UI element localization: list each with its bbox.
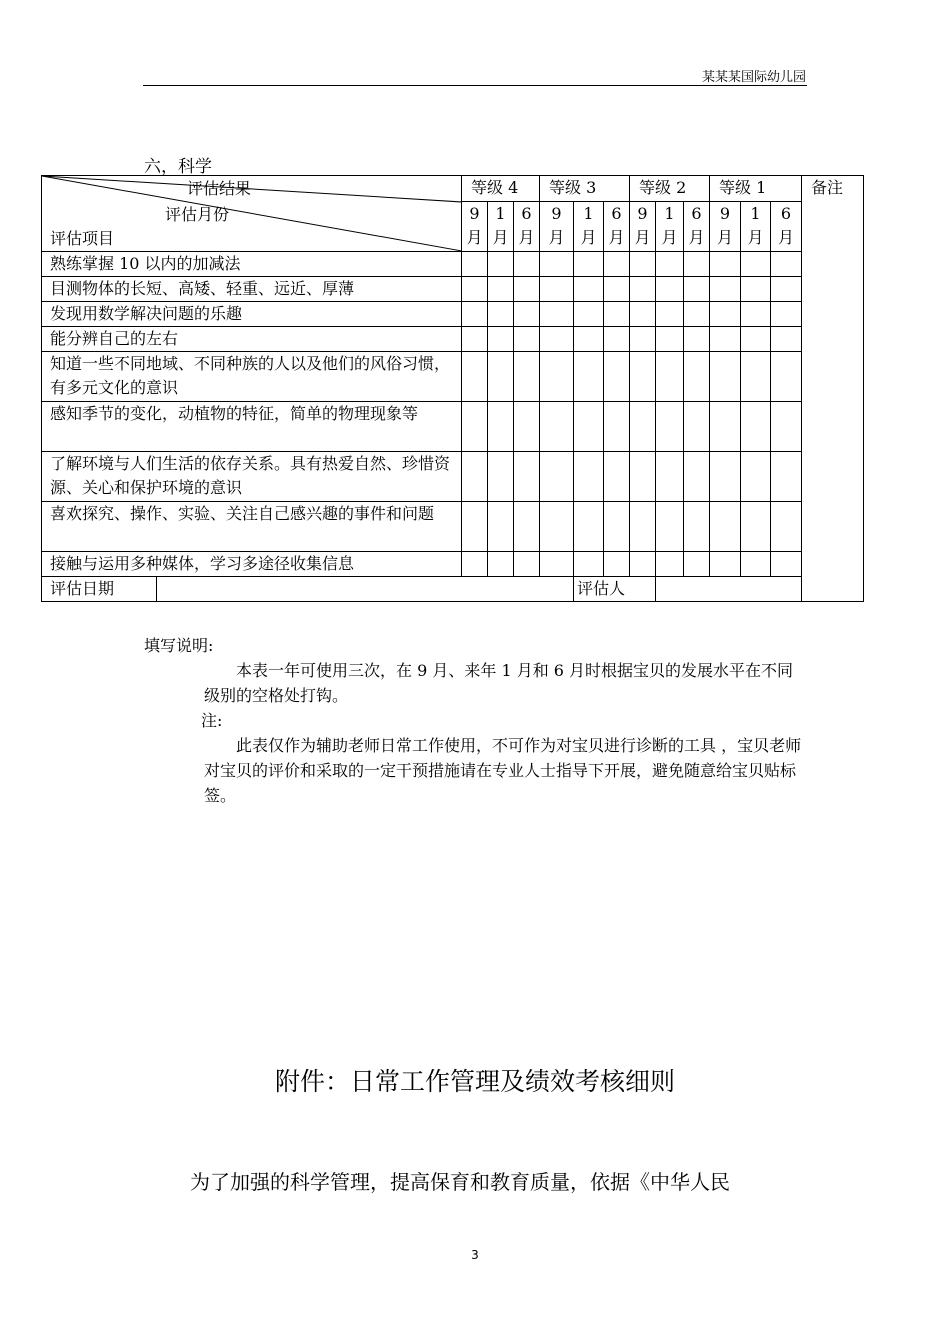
month-header-grade2-1 [656, 202, 684, 252]
check-cell[interactable] [488, 302, 514, 327]
check-cell[interactable] [741, 552, 771, 577]
check-cell[interactable] [710, 502, 741, 552]
assessment-date-field[interactable] [157, 577, 574, 602]
header-org-name: 某某某国际幼儿园 [701, 70, 806, 85]
check-cell[interactable] [540, 252, 574, 277]
check-cell[interactable] [656, 252, 684, 277]
check-cell[interactable] [604, 302, 630, 327]
check-cell[interactable] [771, 402, 802, 452]
table-row [42, 552, 864, 577]
month-header-grade3-6 [604, 202, 630, 252]
check-cell[interactable] [574, 252, 604, 277]
check-cell[interactable] [514, 502, 540, 552]
check-cell[interactable] [540, 452, 574, 502]
check-cell[interactable] [741, 327, 771, 352]
check-cell[interactable] [574, 502, 604, 552]
table-row [42, 252, 864, 277]
check-cell[interactable] [684, 277, 710, 302]
check-cell[interactable] [710, 352, 741, 402]
month-unit: 月 [661, 228, 678, 248]
check-cell[interactable] [630, 252, 656, 277]
check-cell[interactable] [741, 277, 771, 302]
assessment-item-label: 熟练掌握 10 以内的加减法 [42, 252, 462, 277]
check-cell[interactable] [604, 277, 630, 302]
check-cell[interactable] [741, 302, 771, 327]
check-cell[interactable] [656, 352, 684, 402]
check-cell[interactable] [574, 302, 604, 327]
grade-header-row [42, 176, 864, 202]
check-cell[interactable] [488, 252, 514, 277]
check-cell[interactable] [656, 402, 684, 452]
check-cell[interactable] [684, 327, 710, 352]
section-title: 六，科学 [144, 157, 212, 177]
check-cell[interactable] [462, 402, 488, 452]
month-number: 9 [719, 204, 731, 224]
check-cell[interactable] [574, 277, 604, 302]
check-cell[interactable] [540, 327, 574, 352]
annex-title: 附件：日常工作管理及绩效考核细则 [274, 1067, 675, 1096]
check-cell[interactable] [656, 302, 684, 327]
month-number: 1 [583, 204, 594, 224]
month-number: 9 [469, 204, 480, 224]
check-cell[interactable] [741, 452, 771, 502]
check-cell[interactable] [574, 327, 604, 352]
check-cell[interactable] [488, 552, 514, 577]
month-number: 1 [495, 204, 506, 224]
check-cell[interactable] [771, 552, 802, 577]
assessment-item-label: 了解环境与人们生活的依存关系。具有热爱自然、珍惜资源、关心和保护环境的意识 [42, 452, 462, 502]
month-unit: 月 [548, 228, 565, 248]
check-cell[interactable] [656, 277, 684, 302]
check-cell[interactable] [488, 452, 514, 502]
check-cell[interactable] [684, 352, 710, 402]
check-cell[interactable] [630, 302, 656, 327]
check-cell[interactable] [604, 252, 630, 277]
check-cell[interactable] [771, 277, 802, 302]
check-cell[interactable] [604, 502, 630, 552]
check-cell[interactable] [514, 252, 540, 277]
check-cell[interactable] [540, 402, 574, 452]
check-cell[interactable] [771, 352, 802, 402]
fill-instructions-label: 填写说明: [144, 636, 214, 655]
month-number: 1 [664, 204, 675, 224]
check-cell[interactable] [574, 352, 604, 402]
month-unit: 月 [580, 228, 597, 248]
check-cell[interactable] [771, 327, 802, 352]
check-cell[interactable] [514, 352, 540, 402]
assessment-item-label: 喜欢探究、操作、实验、关注自己感兴趣的事件和问题 [42, 502, 462, 552]
check-cell[interactable] [710, 302, 741, 327]
assessor-field[interactable] [656, 577, 864, 602]
check-cell[interactable] [630, 327, 656, 352]
check-cell[interactable] [741, 252, 771, 277]
check-cell[interactable] [710, 327, 741, 352]
check-cell[interactable] [604, 552, 630, 577]
month-number: 1 [750, 204, 761, 224]
assessment-item-label: 发现用数学解决问题的乐趣 [42, 302, 462, 327]
month-unit: 月 [777, 228, 794, 248]
corner-item-label: 评估项目 [50, 229, 115, 248]
month-header-grade3-1 [574, 202, 604, 252]
check-cell[interactable] [741, 402, 771, 452]
check-cell[interactable] [540, 552, 574, 577]
table-row [42, 402, 864, 452]
month-header-grade1-9 [710, 202, 741, 252]
check-cell[interactable] [540, 277, 574, 302]
check-cell[interactable] [710, 252, 741, 277]
table-row [42, 327, 864, 352]
check-cell[interactable] [514, 402, 540, 452]
grade-3-header: 等级 3 [540, 176, 630, 202]
month-number: 9 [637, 204, 648, 224]
check-cell[interactable] [462, 552, 488, 577]
check-cell[interactable] [488, 352, 514, 402]
remark-column: 备注 [802, 176, 864, 602]
grade-4-header: 等级 4 [462, 176, 540, 202]
check-cell[interactable] [514, 277, 540, 302]
check-cell[interactable] [630, 552, 656, 577]
check-cell[interactable] [462, 302, 488, 327]
check-cell[interactable] [684, 252, 710, 277]
check-cell[interactable] [488, 402, 514, 452]
check-cell[interactable] [771, 502, 802, 552]
month-header-grade2-9 [630, 202, 656, 252]
page-number: 3 [471, 1248, 479, 1262]
month-number: 6 [780, 204, 792, 224]
check-cell[interactable] [604, 352, 630, 402]
assessment-date-label: 评估日期 [42, 577, 157, 602]
assessment-item-label: 目测物体的长短、高矮、轻重、远近、厚薄 [42, 277, 462, 302]
table-row [42, 502, 864, 552]
month-unit: 月 [466, 228, 483, 248]
check-cell[interactable] [462, 352, 488, 402]
check-cell[interactable] [514, 552, 540, 577]
check-cell[interactable] [710, 452, 741, 502]
check-cell[interactable] [574, 452, 604, 502]
check-cell[interactable] [656, 552, 684, 577]
check-cell[interactable] [630, 402, 656, 452]
month-header-grade4-9 [462, 202, 488, 252]
check-cell[interactable] [771, 252, 802, 277]
check-cell[interactable] [684, 502, 710, 552]
check-cell[interactable] [604, 327, 630, 352]
note-text: 此表仅作为辅助老师日常工作使用，不可作为对宝贝进行诊断的工具 ，宝贝老师对宝贝的评价和采取的一定干预措施请在专业人士指导下开展，避免随意给宝贝贴标签。 [204, 736, 802, 805]
table-row [42, 277, 864, 302]
check-cell[interactable] [771, 452, 802, 502]
corner-header-cell [42, 176, 462, 252]
check-cell[interactable] [684, 552, 710, 577]
check-cell[interactable] [630, 452, 656, 502]
check-cell[interactable] [462, 252, 488, 277]
check-cell[interactable] [741, 352, 771, 402]
table-footer-row [42, 577, 864, 602]
check-cell[interactable] [540, 352, 574, 402]
assessment-table [41, 175, 864, 602]
table-row [42, 302, 864, 327]
month-number: 6 [691, 204, 702, 224]
month-unit: 月 [634, 228, 651, 248]
month-unit: 月 [608, 228, 625, 248]
month-unit: 月 [716, 228, 733, 248]
month-unit: 月 [492, 228, 509, 248]
check-cell[interactable] [514, 302, 540, 327]
check-cell[interactable] [710, 402, 741, 452]
grade-2-header: 等级 2 [630, 176, 710, 202]
check-cell[interactable] [684, 452, 710, 502]
month-header-grade2-6 [684, 202, 710, 252]
month-header-grade3-9 [540, 202, 574, 252]
fill-instructions-text: 本表一年可使用三次，在 9 月、来年 1 月和 6 月时根据宝贝的发展水平在不同级别的空格处打钩。 [204, 661, 794, 705]
check-cell[interactable] [684, 402, 710, 452]
check-cell[interactable] [540, 302, 574, 327]
assessment-item-label: 知道一些不同地域、不同种族的人以及他们的风俗习惯，有多元文化的意识 [42, 352, 462, 402]
table-row [42, 352, 864, 402]
corner-month-label: 评估月份 [165, 205, 230, 224]
check-cell[interactable] [574, 552, 604, 577]
check-cell[interactable] [462, 502, 488, 552]
check-cell[interactable] [630, 502, 656, 552]
check-cell[interactable] [488, 502, 514, 552]
assessor-label: 评估人 [574, 577, 656, 602]
assessment-item-label: 接触与运用多种媒体，学习多途径收集信息 [42, 552, 462, 577]
corner-result-label: 评估结果 [187, 179, 252, 198]
check-cell[interactable] [574, 402, 604, 452]
check-cell[interactable] [462, 327, 488, 352]
assessment-item-label: 能分辨自己的左右 [42, 327, 462, 352]
header-rule [143, 85, 807, 86]
check-cell[interactable] [656, 452, 684, 502]
check-cell[interactable] [684, 302, 710, 327]
notes-section [144, 633, 808, 808]
month-unit: 月 [747, 228, 764, 248]
month-number: 6 [521, 204, 532, 224]
check-cell[interactable] [488, 277, 514, 302]
month-header-grade1-6 [771, 202, 802, 252]
check-cell[interactable] [514, 327, 540, 352]
check-cell[interactable] [710, 277, 741, 302]
month-header-grade4-1 [488, 202, 514, 252]
check-cell[interactable] [514, 452, 540, 502]
check-cell[interactable] [630, 352, 656, 402]
check-cell[interactable] [604, 452, 630, 502]
check-cell[interactable] [488, 327, 514, 352]
month-unit: 月 [688, 228, 705, 248]
grade-1-header: 等级 1 [710, 176, 802, 202]
check-cell[interactable] [741, 502, 771, 552]
note-label: 注: [201, 711, 223, 730]
check-cell[interactable] [462, 277, 488, 302]
check-cell[interactable] [462, 452, 488, 502]
check-cell[interactable] [604, 402, 630, 452]
check-cell[interactable] [710, 552, 741, 577]
check-cell[interactable] [656, 502, 684, 552]
month-number: 9 [551, 204, 562, 224]
month-number: 6 [611, 204, 622, 224]
assessment-item-label: 感知季节的变化，动植物的特征，简单的物理现象等 [42, 402, 462, 452]
month-unit: 月 [518, 228, 535, 248]
month-header-grade1-1 [741, 202, 771, 252]
check-cell[interactable] [656, 327, 684, 352]
table-row [42, 452, 864, 502]
annex-paragraph: 为了加强的科学管理，提高保育和教育质量，依据《中华人民 [190, 1170, 730, 1194]
check-cell[interactable] [630, 277, 656, 302]
check-cell[interactable] [771, 302, 802, 327]
month-header-grade4-6 [514, 202, 540, 252]
check-cell[interactable] [540, 502, 574, 552]
